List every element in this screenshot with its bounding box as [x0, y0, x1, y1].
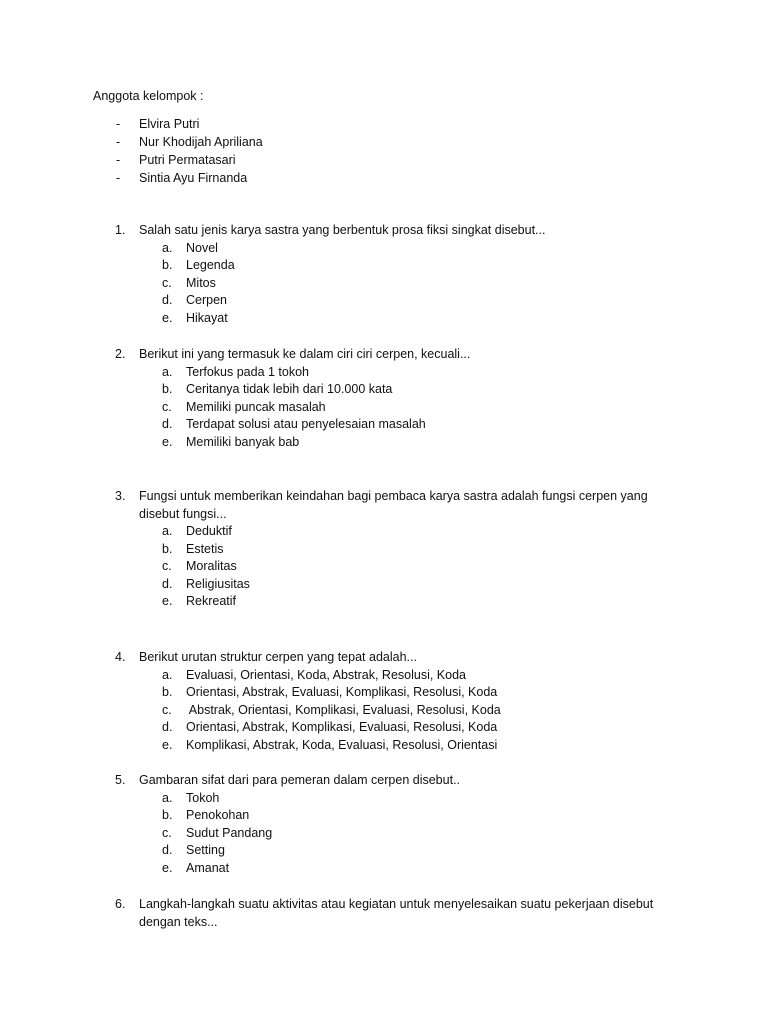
question-5 — [115, 772, 695, 877]
option-letter: c. — [162, 275, 172, 290]
option-item — [162, 807, 695, 825]
option-text: Amanat — [186, 860, 230, 875]
option-letter: b. — [162, 808, 173, 823]
option-text: Hikayat — [186, 310, 228, 325]
option-text: Abstrak, Orientasi, Komplikasi, Evaluasi, Resolusi, Koda — [186, 702, 501, 717]
question-number: 3. — [115, 489, 126, 503]
option-item — [162, 576, 695, 594]
question-3 — [115, 488, 695, 611]
list-dash: - — [116, 153, 121, 167]
option-text: Penokohan — [186, 808, 250, 823]
question-text: Berikut ini yang termasuk ke dalam ciri ciri cerpen, kecuali... — [139, 347, 471, 361]
question-text: Gambaran sifat dari para pemeran dalam cerpen disebut.. — [139, 773, 461, 787]
question-text: Fungsi untuk memberikan keindahan bagi pembaca karya sastra adalah fungsi cerpen yang — [139, 489, 648, 503]
question-text: disebut fungsi... — [139, 506, 227, 521]
option-letter: a. — [162, 790, 173, 805]
member-item — [116, 115, 263, 133]
options-list — [162, 667, 695, 755]
option-item — [162, 593, 695, 611]
list-dash: - — [116, 135, 121, 149]
options-list — [162, 364, 695, 452]
option-letter: a. — [162, 667, 173, 682]
option-item — [162, 702, 695, 720]
option-text: Komplikasi, Abstrak, Koda, Evaluasi, Resolusi, Orientasi — [186, 737, 498, 752]
option-text: Tokoh — [186, 790, 220, 805]
option-item — [162, 434, 695, 452]
option-text: Terdapat solusi atau penyelesaian masalah — [186, 417, 426, 432]
member-name: Elvira Putri — [139, 117, 200, 131]
option-letter: d. — [162, 293, 173, 308]
option-item — [162, 558, 695, 576]
option-letter: c. — [162, 399, 172, 414]
options-list — [162, 240, 695, 328]
option-item — [162, 310, 695, 328]
option-text: Memiliki puncak masalah — [186, 399, 326, 414]
option-letter: c. — [162, 702, 172, 717]
option-letter: a. — [162, 524, 173, 538]
option-item — [162, 292, 695, 310]
option-item — [162, 275, 695, 293]
option-letter: d. — [162, 843, 173, 858]
list-dash: - — [116, 171, 121, 185]
option-letter: b. — [162, 685, 173, 700]
option-text: Evaluasi, Orientasi, Koda, Abstrak, Resolusi, Koda — [186, 667, 467, 682]
option-letter: e. — [162, 310, 173, 325]
option-item — [162, 240, 695, 258]
option-item — [162, 416, 695, 434]
question-number: 4. — [115, 650, 126, 664]
question-number: 5. — [115, 773, 126, 787]
option-text: Setting — [186, 843, 225, 858]
group-members-list — [116, 115, 263, 187]
option-letter: a. — [162, 364, 173, 379]
member-item — [116, 151, 263, 169]
option-item — [162, 719, 695, 737]
question-number: 6. — [115, 897, 126, 911]
question-text: Berikut urutan struktur cerpen yang tepat adalah... — [139, 650, 417, 664]
list-dash: - — [116, 117, 121, 131]
option-text: Orientasi, Abstrak, Komplikasi, Evaluasi, Resolusi, Koda — [186, 720, 498, 735]
option-item — [162, 523, 695, 541]
option-text: Moralitas — [186, 559, 237, 574]
question-2 — [115, 346, 695, 451]
option-text: Estetis — [186, 541, 224, 556]
options-list — [162, 523, 695, 611]
member-item — [116, 133, 263, 151]
option-letter: d. — [162, 417, 173, 432]
member-name: Nur Khodijah Apriliana — [139, 135, 263, 149]
question-text: Langkah-langkah suatu aktivitas atau kegiatan untuk menyelesaikan suatu pekerjaan disebut — [139, 897, 654, 911]
option-letter: d. — [162, 576, 173, 591]
question-4 — [115, 649, 695, 754]
option-letter: b. — [162, 382, 173, 397]
member-item — [116, 169, 263, 187]
option-item — [162, 399, 695, 417]
options-list — [162, 790, 695, 878]
option-item — [162, 737, 695, 755]
option-letter: b. — [162, 258, 173, 273]
option-text: Mitos — [186, 275, 216, 290]
option-letter: e. — [162, 737, 173, 752]
question-6 — [115, 896, 695, 931]
option-letter: a. — [162, 240, 173, 255]
option-item — [162, 364, 695, 382]
option-letter: e. — [162, 434, 173, 449]
option-item — [162, 667, 695, 685]
option-letter: d. — [162, 720, 173, 735]
option-text: Terfokus pada 1 tokoh — [186, 364, 309, 379]
option-letter: e. — [162, 594, 173, 609]
option-letter: c. — [162, 825, 172, 840]
option-text: Memiliki banyak bab — [186, 434, 300, 449]
option-letter: e. — [162, 860, 173, 875]
option-item — [162, 684, 695, 702]
option-text: Rekreatif — [186, 594, 237, 609]
option-text: Orientasi, Abstrak, Evaluasi, Komplikasi, Resolusi, Koda — [186, 685, 498, 700]
option-text: Sudut Pandang — [186, 825, 273, 840]
question-text: Salah satu jenis karya sastra yang berbentuk prosa fiksi singkat disebut... — [139, 223, 546, 237]
option-item — [162, 825, 695, 843]
option-item — [162, 257, 695, 275]
option-item — [162, 541, 695, 559]
option-item — [162, 860, 695, 878]
question-1 — [115, 222, 695, 327]
option-letter: c. — [162, 559, 172, 574]
option-text: Cerpen — [186, 293, 227, 308]
option-text: Legenda — [186, 258, 235, 273]
option-letter: b. — [162, 541, 173, 556]
option-item — [162, 790, 695, 808]
option-text: Deduktif — [186, 524, 232, 538]
option-text: Religiusitas — [186, 576, 250, 591]
group-members-heading: Anggota kelompok : — [93, 89, 204, 103]
option-item — [162, 842, 695, 860]
option-text: Ceritanya tidak lebih dari 10.000 kata — [186, 382, 393, 397]
member-name: Sintia Ayu Firnanda — [139, 171, 248, 185]
option-item — [162, 381, 695, 399]
question-text: dengan teks... — [139, 914, 218, 929]
member-name: Putri Permatasari — [139, 153, 236, 167]
option-text: Novel — [186, 240, 218, 255]
question-number: 1. — [115, 223, 126, 237]
question-number: 2. — [115, 347, 126, 361]
